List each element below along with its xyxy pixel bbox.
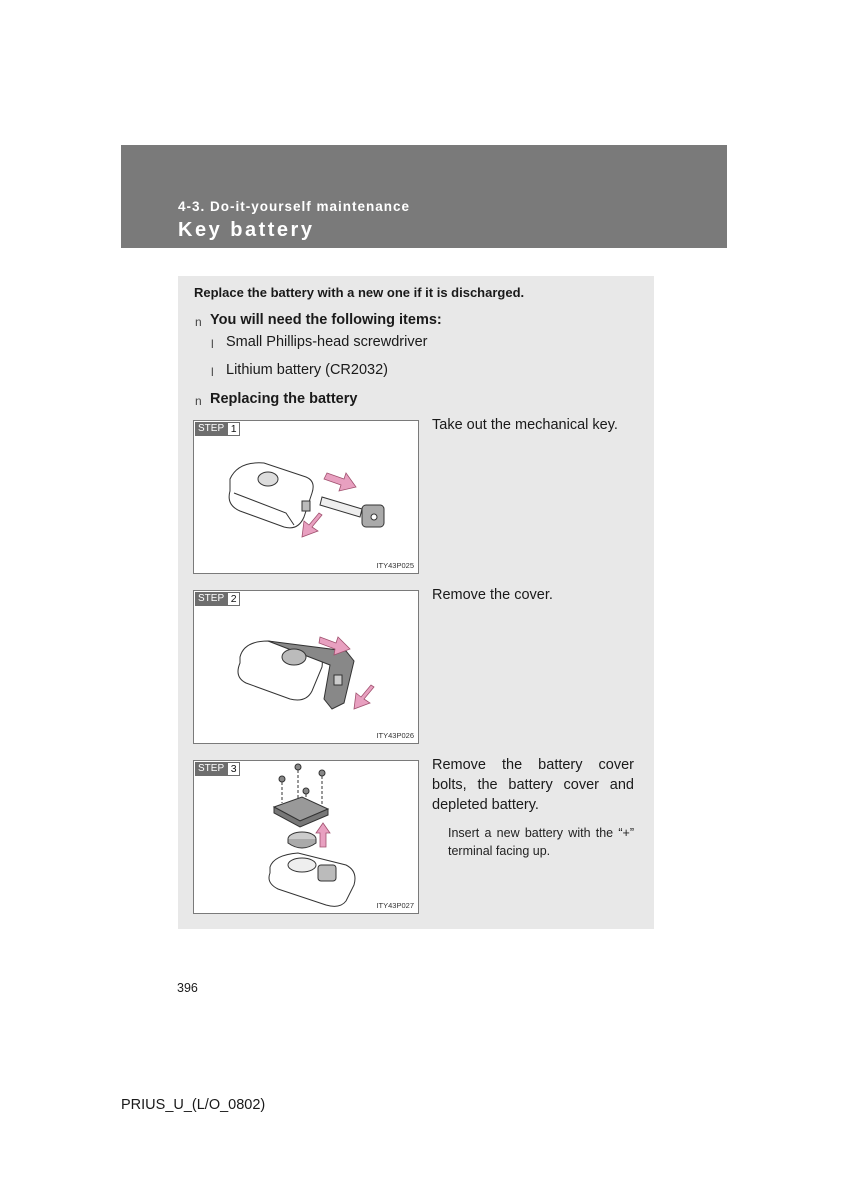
section-bullet: n — [195, 394, 202, 408]
step-1-figure — [193, 420, 419, 574]
item-bullet: l — [211, 365, 214, 379]
figure-code: ITY43P027 — [376, 901, 414, 910]
step-label: STEP — [195, 762, 227, 776]
intro-text: Replace the battery with a new one if it is discharged. — [194, 285, 525, 300]
step-3-note: Insert a new battery with the “+” terminal facing up. — [448, 826, 634, 858]
step-3-figure — [193, 760, 419, 914]
step-1-tag — [195, 422, 240, 436]
figure-code: ITY43P025 — [376, 561, 414, 570]
needed-item: Small Phillips-head screwdriver — [226, 334, 428, 350]
footer-code: PRIUS_U_(L/O_0802) — [121, 1097, 266, 1113]
step-label: STEP — [195, 422, 227, 436]
section-bullet: n — [195, 315, 202, 329]
page-title: Key battery — [178, 219, 315, 241]
battery-removal-illustration — [194, 761, 418, 913]
item-bullet: l — [211, 337, 214, 351]
step-1-text: Take out the mechanical key. — [432, 417, 618, 433]
section-label: 4-3. Do-it-yourself maintenance — [178, 199, 411, 214]
step-number: 2 — [227, 592, 240, 606]
step-2-text: Remove the cover. — [432, 587, 553, 603]
step-3-text: Remove the battery cover bolts, the battery cover and depleted battery. — [432, 757, 634, 813]
step-2-figure — [193, 590, 419, 744]
needed-heading: You will need the following items: — [210, 312, 442, 328]
step-3-tag — [195, 762, 240, 776]
figure-code: ITY43P026 — [376, 731, 414, 740]
page-number: 396 — [177, 981, 198, 995]
step-number: 3 — [227, 762, 240, 776]
step-label: STEP — [195, 592, 227, 606]
step-2-tag — [195, 592, 240, 606]
step-number: 1 — [227, 422, 240, 436]
cover-removal-illustration — [194, 591, 418, 743]
key-removal-illustration — [194, 421, 418, 573]
needed-item: Lithium battery (CR2032) — [226, 362, 388, 378]
replacing-heading: Replacing the battery — [210, 391, 358, 407]
section-header — [121, 145, 727, 248]
